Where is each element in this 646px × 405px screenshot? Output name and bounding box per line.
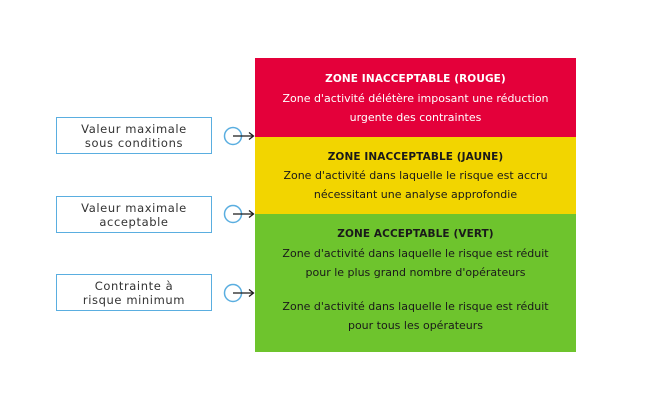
label-3-line1: Contrainte à	[94, 278, 174, 293]
zone-red-desc-line2: urgente des contraintes	[349, 111, 482, 124]
connector-arrow-icon	[222, 203, 256, 225]
connector-arrow-icon	[222, 125, 256, 147]
zone-green-spacer	[255, 282, 576, 297]
zone-red-title: ZONE INACCEPTABLE (ROUGE)	[325, 73, 506, 85]
zone-red	[255, 58, 576, 137]
zone-green-desc-line1: Zone d'activité dans laquelle le risque est réduit	[282, 247, 549, 260]
label-1-line1: Valeur maximale	[81, 121, 187, 136]
zone-yellow	[255, 137, 576, 214]
label-max-under-conditions	[56, 117, 212, 154]
zone-red-desc-line1: Zone d'activité délétère imposant une réduction	[282, 92, 549, 105]
label-2-line1: Valeur maximale	[81, 200, 187, 215]
connector-arrow-icon	[222, 282, 256, 304]
zone-green-desc-line3: Zone d'activité dans laquelle le risque est réduit	[282, 300, 549, 313]
zone-yellow-desc-line1: Zone d'activité dans laquelle le risque est accru	[283, 169, 548, 182]
label-min-risk	[56, 274, 212, 311]
zone-green-title: ZONE ACCEPTABLE (VERT)	[337, 228, 494, 240]
zone-green	[255, 214, 576, 352]
label-2-line2: acceptable	[99, 214, 169, 229]
zone-green-desc-line4: pour tous les opérateurs	[347, 319, 484, 332]
label-1-line2: sous conditions	[84, 135, 184, 150]
zone-green-desc-line2: pour le plus grand nombre d'opérateurs	[305, 266, 526, 279]
label-max-acceptable	[56, 196, 212, 233]
zone-yellow-desc-line2: nécessitant une analyse approfondie	[313, 188, 518, 201]
zone-yellow-title: ZONE INACCEPTABLE (JAUNE)	[327, 151, 504, 163]
label-3-line2: risque minimum	[82, 292, 186, 307]
